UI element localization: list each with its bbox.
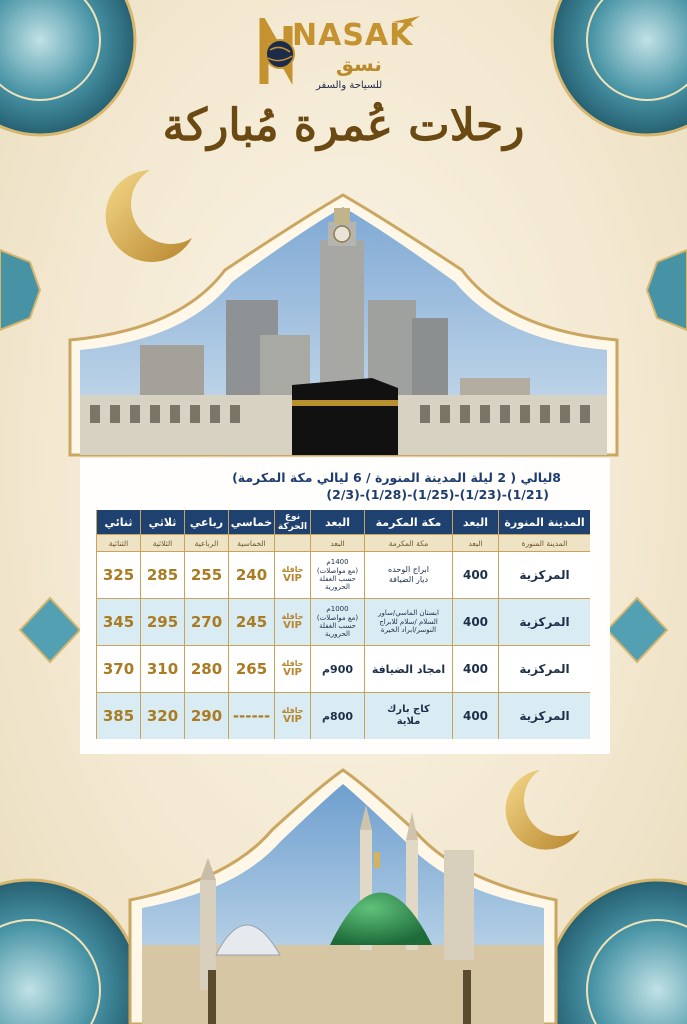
cell-madinah-hotel: المركزية xyxy=(498,598,590,645)
cell-quint-price: 265 xyxy=(228,645,274,692)
col-quad: رباعي xyxy=(184,510,228,534)
brand-name-ar: نسق xyxy=(336,52,382,76)
cell-triple-price: 320 xyxy=(140,692,184,739)
cell-madinah-distance: 400 xyxy=(452,551,498,598)
cell-madinah-hotel: المركزية xyxy=(498,645,590,692)
cell-transport xyxy=(274,645,310,692)
cell-triple-price: 310 xyxy=(140,645,184,692)
sub-double: الثنائية xyxy=(96,534,140,551)
sub-makkah: مكة المكرمة xyxy=(364,534,452,551)
cell-quad-price: 255 xyxy=(184,551,228,598)
bus-class: VIP xyxy=(283,572,302,584)
trip-duration: 8ليالي ( 2 ليلة المدينة المنورة / 6 ليالي مكة المكرمة) xyxy=(232,470,561,485)
sub-quad: الرباعية xyxy=(184,534,228,551)
cell-transport xyxy=(274,692,310,739)
col-double: ثنائي xyxy=(96,510,140,534)
cell-triple-price: 285 xyxy=(140,551,184,598)
cell-transport xyxy=(274,598,310,645)
col-quint: خماسي xyxy=(228,510,274,534)
pricing-table xyxy=(96,510,590,739)
cell-quad-price: 280 xyxy=(184,645,228,692)
table-row xyxy=(96,598,590,645)
table-row xyxy=(96,551,590,598)
sub-madinah-distance: البعد xyxy=(452,534,498,551)
cell-quint-price: 240 xyxy=(228,551,274,598)
brand-logo xyxy=(258,14,430,100)
cell-makkah-hotel: كاج بارك ملاية xyxy=(364,692,452,739)
col-triple: ثلاثي xyxy=(140,510,184,534)
cell-double-price: 370 xyxy=(96,645,140,692)
brand-name-en: NASAK xyxy=(292,18,414,53)
bus-label: حافلة xyxy=(281,658,304,668)
sub-makkah-distance: البعد xyxy=(310,534,364,551)
cell-triple-price: 295 xyxy=(140,598,184,645)
bus-label: حافلة xyxy=(281,564,304,574)
cell-makkah-hotel: ابراج الوحده ديار الضيافة xyxy=(364,551,452,598)
bus-class: VIP xyxy=(283,666,302,678)
col-madinah: المدينة المنورة xyxy=(498,510,590,534)
trip-dates: (1/21)-(1/23)-(1/25)-(1/28)-(2/3) xyxy=(326,487,549,502)
bus-class: VIP xyxy=(283,713,302,725)
cell-makkah-hotel: امجاد الضيافة xyxy=(364,645,452,692)
sub-triple: الثلاثية xyxy=(140,534,184,551)
cell-makkah-distance: 1400م (مع مواصلات) حسب الغفلة الحرورية xyxy=(310,551,364,598)
cell-quint-price: ------ xyxy=(228,692,274,739)
cell-madinah-hotel: المركزية xyxy=(498,692,590,739)
bus-class: VIP xyxy=(283,619,302,631)
cell-quad-price: 290 xyxy=(184,692,228,739)
sub-madinah: المدينة المنورة xyxy=(498,534,590,551)
sub-transport xyxy=(274,534,310,551)
col-madinah-distance: البعد xyxy=(452,510,498,534)
sub-quint: الخماسية xyxy=(228,534,274,551)
cell-quad-price: 270 xyxy=(184,598,228,645)
cell-double-price: 325 xyxy=(96,551,140,598)
cell-makkah-distance: 800م xyxy=(310,692,364,739)
cell-madinah-hotel: المركزية xyxy=(498,551,590,598)
table-row xyxy=(96,645,590,692)
brand-tagline: للسياحة والسفر xyxy=(316,80,383,91)
cell-transport xyxy=(274,551,310,598)
table-row xyxy=(96,692,590,739)
cell-makkah-hotel: ابستان الماسي/ساور السلام /سلام للابراج النوسر/ابراد الخيرة xyxy=(364,598,452,645)
bus-label: حافلة xyxy=(281,705,304,715)
cell-double-price: 385 xyxy=(96,692,140,739)
cell-madinah-distance: 400 xyxy=(452,598,498,645)
cell-makkah-distance: 1000م (مع مواصلات) حسب الغفلة الحرورية xyxy=(310,598,364,645)
cell-madinah-distance: 400 xyxy=(452,645,498,692)
cell-double-price: 345 xyxy=(96,598,140,645)
cell-makkah-distance: 900م xyxy=(310,645,364,692)
col-makkah: مكة المكرمة xyxy=(364,510,452,534)
cell-madinah-distance: 400 xyxy=(452,692,498,739)
col-transport: نوع الحركة xyxy=(274,510,310,534)
cell-quint-price: 245 xyxy=(228,598,274,645)
bus-label: حافلة xyxy=(281,611,304,621)
poster-title: رحلات عُمرة مُباركة xyxy=(162,100,525,151)
col-makkah-distance: البعد xyxy=(310,510,364,534)
